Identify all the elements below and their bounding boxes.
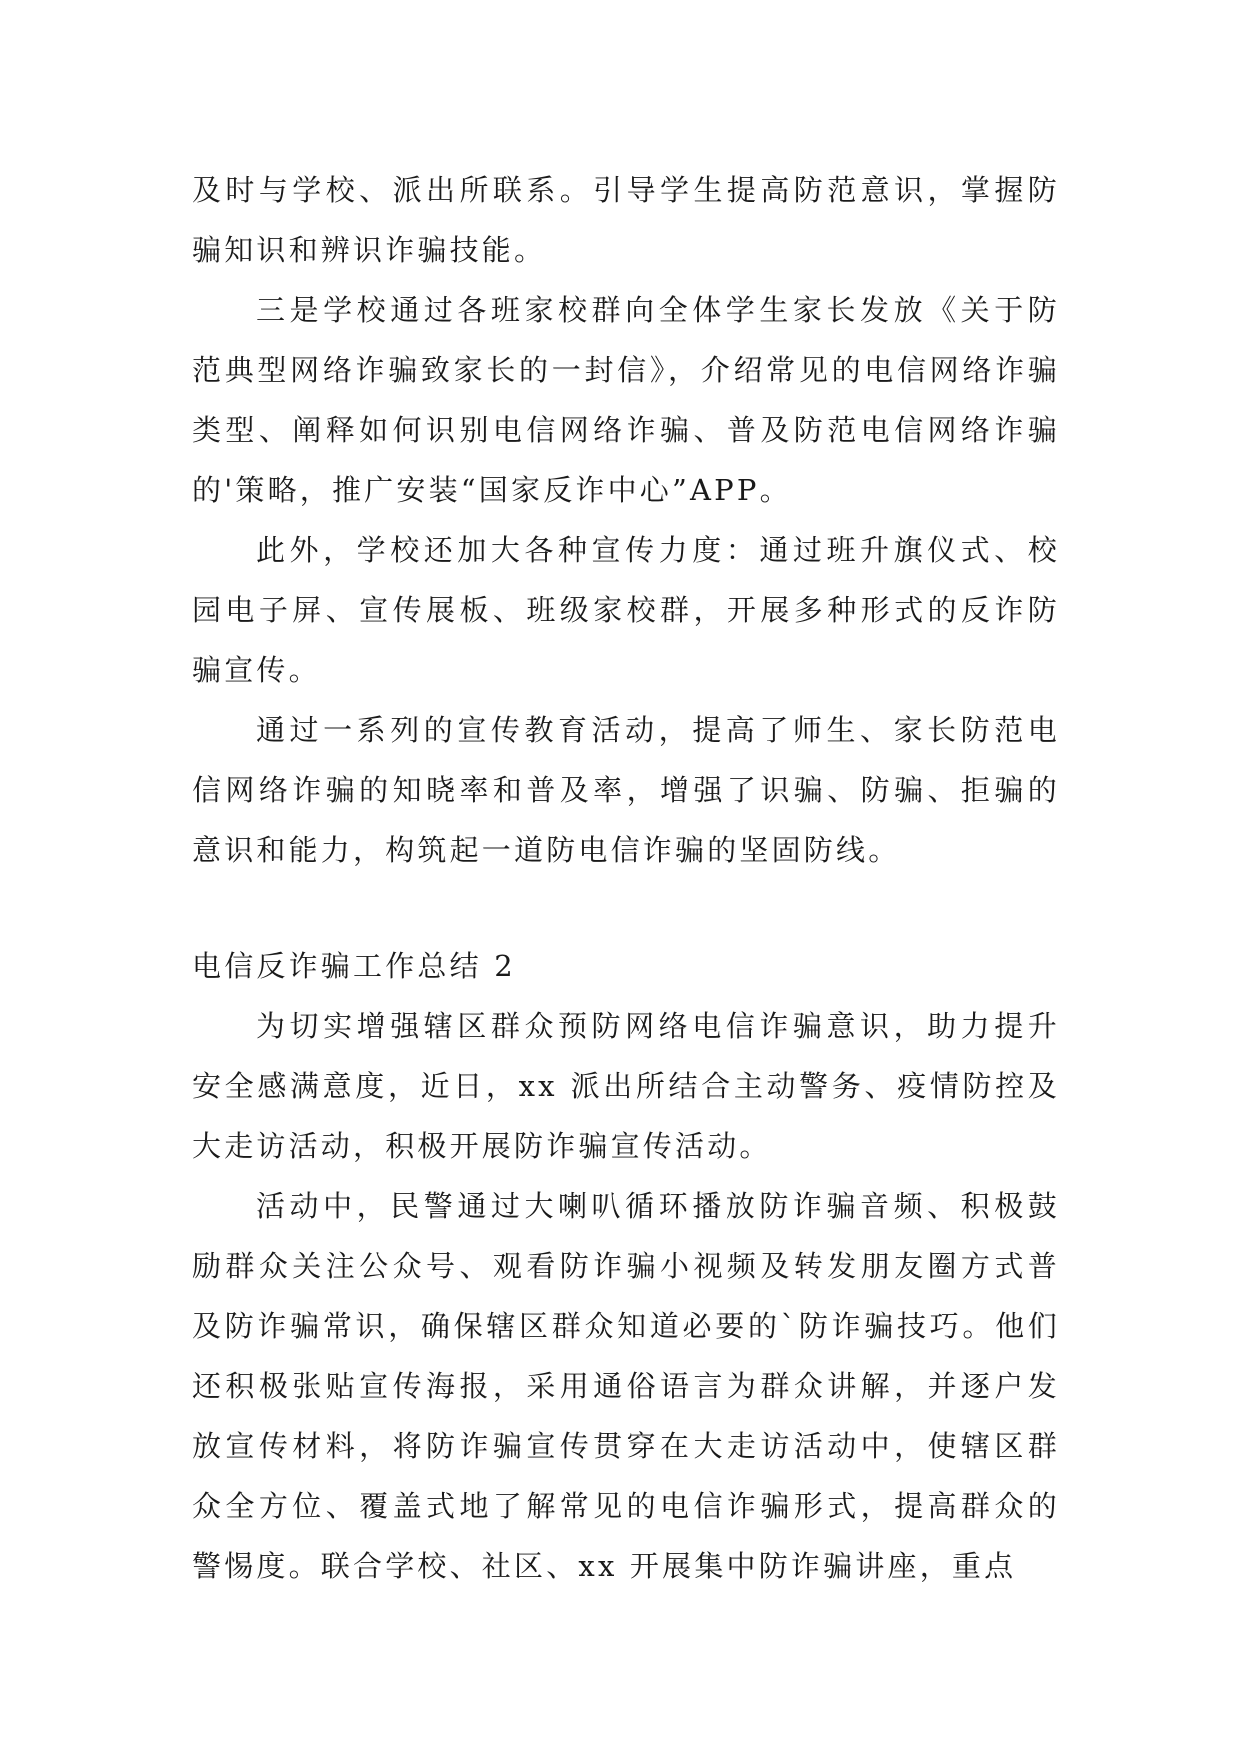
section-heading: 电信反诈骗工作总结 2: [192, 949, 516, 983]
document-body: [192, 160, 1060, 1596]
paragraph-activities: 活动中，民警通过大喇叭循环播放防诈骗音频、积极鼓励群众关注公众号、观看防诈骗小视频及转发朋友圈方式普及防诈骗常识，确保辖区群众知道必要的`防诈骗技巧。他们还积极张贴宣传海报，采用通俗语言为群众讲解，并逐户发放宣传材料，将防诈骗宣传贯穿在大走访活动中，使辖区群众全方位、覆盖式地了解常见的电信诈骗形式，提高群众的警惕度。联合学校、社区、xx 开展集中防诈骗讲座，重点: [192, 1189, 1060, 1583]
paragraph-continuation: 及时与学校、派出所联系。引导学生提高防范意识，掌握防骗知识和辨识诈骗技能。: [192, 173, 1060, 267]
paragraph-publicity: 此外，学校还加大各种宣传力度：通过班升旗仪式、校园电子屏、宣传展板、班级家校群，开展多种形式的反诈防骗宣传。: [192, 533, 1060, 687]
paragraph-family-letter: 三是学校通过各班家校群向全体学生家长发放《关于防范典型网络诈骗致家长的一封信》，介绍常见的电信网络诈骗类型、阐释如何识别电信网络诈骗、普及防范电信网络诈骗的'策略，推广安装“国家反诈中心”APP。: [192, 293, 1060, 507]
paragraph-summary: 通过一系列的宣传教育活动，提高了师生、家长防范电信网络诈骗的知晓率和普及率，增强了识骗、防骗、拒骗的意识和能力，构筑起一道防电信诈骗的坚固防线。: [192, 713, 1060, 867]
paragraph-intro: 为切实增强辖区群众预防网络电信诈骗意识，助力提升安全感满意度，近日，xx 派出所结合主动警务、疫情防控及大走访活动，积极开展防诈骗宣传活动。: [192, 1009, 1060, 1163]
